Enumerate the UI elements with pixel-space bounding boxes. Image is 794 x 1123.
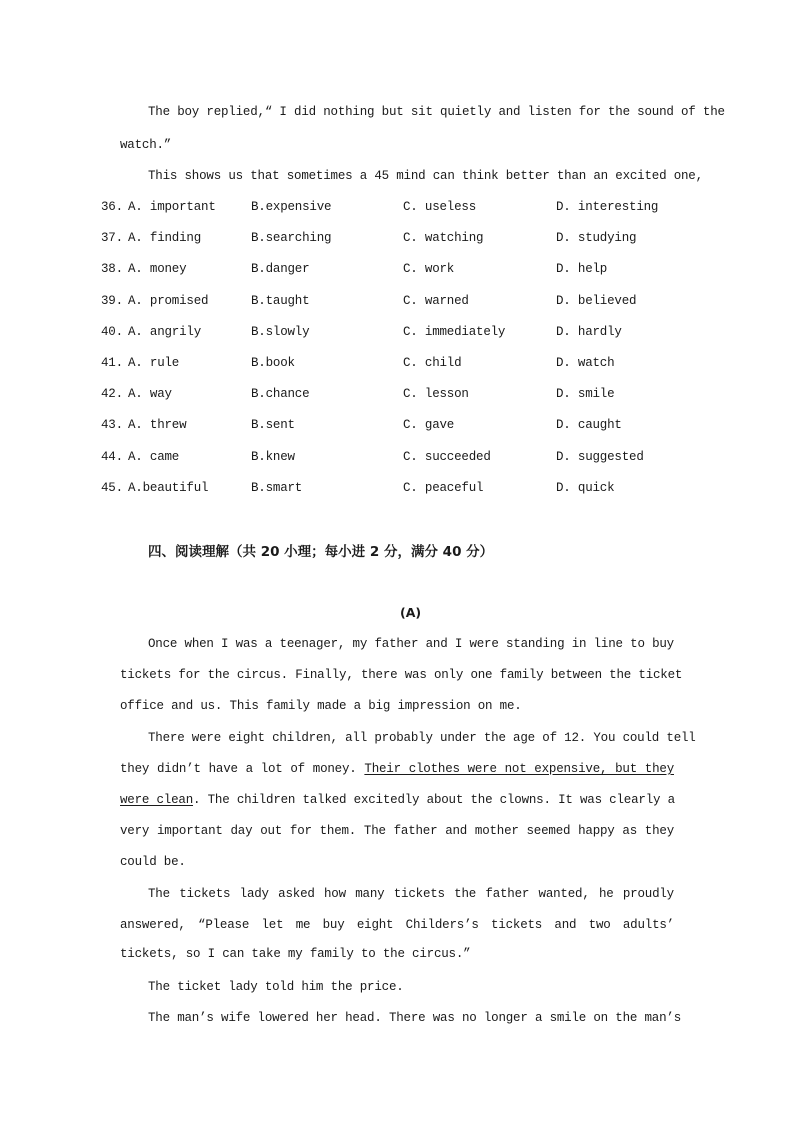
option-d: D. help [556,262,608,277]
option-row [0,262,794,280]
story-line: This shows us that sometimes a 45 mind can think better than an excited one, [148,169,703,183]
question-number: 38. [101,262,123,277]
passage-line: very important day out for them. The father and mother seemed happy as they [120,824,674,838]
option-a: A. angrily [128,324,202,339]
option-a: A. promised [128,293,209,308]
option-b: B.chance [251,387,310,402]
option-row [0,450,794,468]
passage-text: . The children talked excitedly about the clowns. It was clearly a [193,793,675,807]
option-a: A. money [128,262,187,277]
option-a: A. finding [128,231,202,246]
question-number: 37. [101,231,123,246]
option-d: D. quick [556,480,615,495]
option-row [0,418,794,436]
option-b: B.expensive [251,200,332,214]
underlined-sentence: Their clothes were not expensive, but they [364,762,674,776]
question-number: 41. [101,356,123,370]
passage-line: tickets for the circus. Finally, there was only one family between the ticket [120,668,683,682]
question-number: 36. [101,200,123,214]
passage-line: The ticket lady told him the price. [148,980,404,994]
option-d: D. caught [556,418,622,433]
option-d: D. watch [556,356,615,370]
question-number: 44. [101,449,123,464]
option-a: A. important [128,200,216,214]
option-c: C. watching [403,231,484,246]
option-b: B.searching [251,231,332,246]
option-a: A. way [128,387,172,402]
option-d: D. suggested [556,449,644,464]
option-b: B.slowly [251,324,310,339]
passage-line: answered, “Please let me buy eight Childers’s tickets and two adults’ [120,918,674,932]
question-number: 45. [101,480,123,495]
option-b: B.taught [251,293,310,308]
option-d: D. studying [556,231,637,246]
question-number: 42. [101,387,123,402]
passage-line: The tickets lady asked how many tickets the father wanted, he proudly [148,887,674,901]
option-row [0,231,794,249]
option-b: B.book [251,356,295,370]
option-b: B.knew [251,449,295,464]
option-b: B.smart [251,480,303,495]
option-row [0,294,794,312]
underlined-sentence: were clean [120,793,194,807]
option-a: A. threw [128,418,187,433]
option-b: B.sent [251,418,295,433]
option-a: A. came [128,449,180,464]
passage-line: Once when I was a teenager, my father and I were standing in line to buy [148,637,674,651]
option-row [0,200,794,218]
option-c: C. warned [403,293,469,308]
passage-label: (A) [400,605,422,620]
option-c: C. work [403,262,455,277]
option-b: B.danger [251,262,310,277]
question-number: 43. [101,418,123,433]
option-a: A.beautiful [128,480,209,495]
passage-line: office and us. This family made a big impression on me. [120,699,522,713]
option-d: D. interesting [556,200,659,214]
option-row [0,481,794,499]
question-number: 40. [101,324,123,339]
option-c: C. lesson [403,387,469,402]
option-c: C. peaceful [403,480,484,495]
passage-line: tickets, so I can take my family to the circus.” [120,947,471,961]
option-d: D. smile [556,387,615,402]
passage-line: There were eight children, all probably under the age of 12. You could tell [148,731,696,745]
passage-line [120,793,674,807]
section-heading: 四、阅读理解（共 20 小理；每小进 2 分，满分 40 分） [148,544,494,560]
passage-line [120,762,674,776]
option-a: A. rule [128,356,180,370]
option-c: C. useless [403,200,477,214]
option-c: C. gave [403,418,455,433]
option-d: D. believed [556,293,637,308]
story-line: The boy replied,“ I did nothing but sit quietly and listen for the sound of the [148,105,725,119]
option-row [0,325,794,343]
story-line: watch.” [120,138,172,152]
option-c: C. succeeded [403,449,491,464]
passage-line: could be. [120,855,186,869]
passage-text: they didn’t have a lot of money. [120,762,365,776]
option-c: C. immediately [403,324,506,339]
passage-line: The man’s wife lowered her head. There was no longer a smile on the man’s [148,1011,681,1025]
question-number: 39. [101,293,123,308]
option-row [0,387,794,405]
option-d: D. hardly [556,324,622,339]
option-row [0,356,794,374]
option-c: C. child [403,356,462,370]
